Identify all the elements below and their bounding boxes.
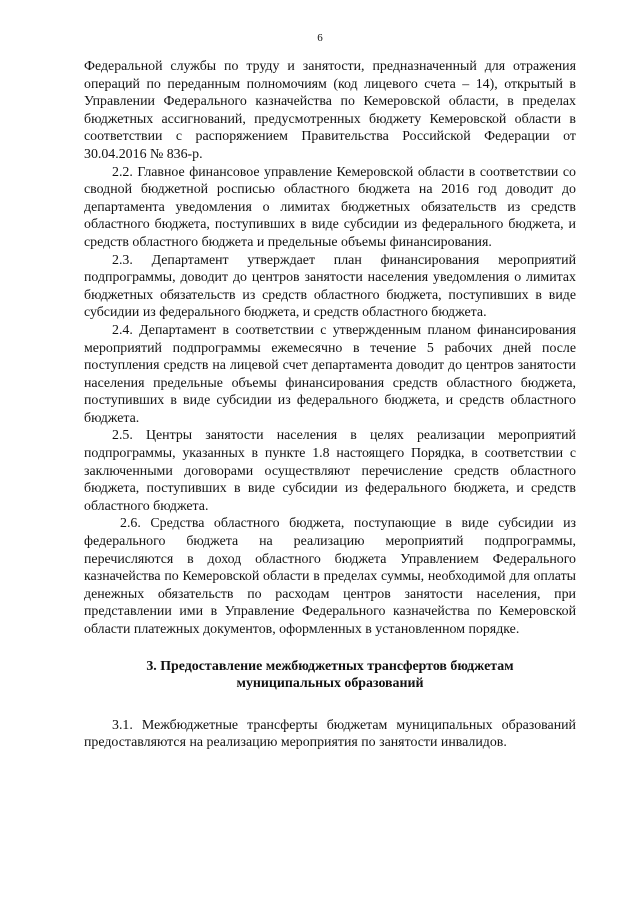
paragraph-3-1: 3.1. Межбюджетные трансферты бюджетам муниципальных образований предоставляются на реализацию мероприятия по занятости инвалидов.	[84, 717, 576, 751]
paragraph-2-4: 2.4. Департамент в соответствии с утвержденным планом финансирования мероприятий подпрограммы ежемесячно в течение 5 рабочих дней после поступления средств на лицевой счет департамента доводит до центров занятости населения предельные объемы финансирования средств областного бюджета, поступивших в виде субсидии из федерального бюджета, и средств областного бюджета.	[84, 322, 576, 426]
paragraph-2-3: 2.3. Департамент утверждает план финансирования мероприятий подпрограммы, доводит до центров занятости населения уведомления о лимитах бюджетных обязательств из средств областного бюджета, поступивших в виде субсидии из федерального бюджета, и средств областного бюджета.	[84, 252, 576, 321]
paragraph-2-5: 2.5. Центры занятости населения в целях реализации мероприятий подпрограммы, указанных в пункте 1.8 настоящего Порядка, в соответствии с заключенными договорами осуществляют перечисление средств областного бюджета, поступивших в виде субсидии из федерального бюджета, и средств областного бюджета.	[84, 428, 576, 514]
document-body	[84, 58, 576, 752]
section-3-heading-line-2: муниципальных образований	[236, 676, 424, 692]
section-3-heading-line-1: 3. Предоставление межбюджетных трансфертов бюджетам	[146, 658, 514, 674]
paragraph-2-2: 2.2. Главное финансовое управление Кемеровской области в соответствии со сводной бюджетной росписью областного бюджета на 2016 год доводит до департамента уведомления о лимитах бюджетных обязательств из средств областного бюджета, поступивших в виде субсидии из федерального бюджета, и средств областного бюджета и предельные объемы финансирования.	[84, 164, 576, 250]
paragraph-continuation: Федеральной службы по труду и занятости, предназначенный для отражения операций по переданным полномочиям (код лицевого счета – 14), открытый в Управлении Федерального казначейства по Кемеровской области, в пределах бюджетных ассигнований, предусмотренных бюджету Кемеровской области в соответствии с распоряжением Правительства Российской Федерации от 30.04.2016 № 836-р.	[84, 59, 576, 162]
section-3-heading	[84, 658, 576, 693]
page-number: 6	[317, 32, 323, 44]
paragraph-2-6: 2.6. Средства областного бюджета, поступающие в виде субсидии из федерального бюджета на реализацию мероприятий подпрограммы, перечисляются в доход областного бюджета Управлением Федерального казначейства по Кемеровской области в пределах суммы, необходимой для оплаты денежных обязательств по расходам центров занятости населения, при представлении ими в Управление Федерального казначейства по Кемеровской области платежных документов, оформленных в установленном порядке.	[84, 516, 576, 637]
